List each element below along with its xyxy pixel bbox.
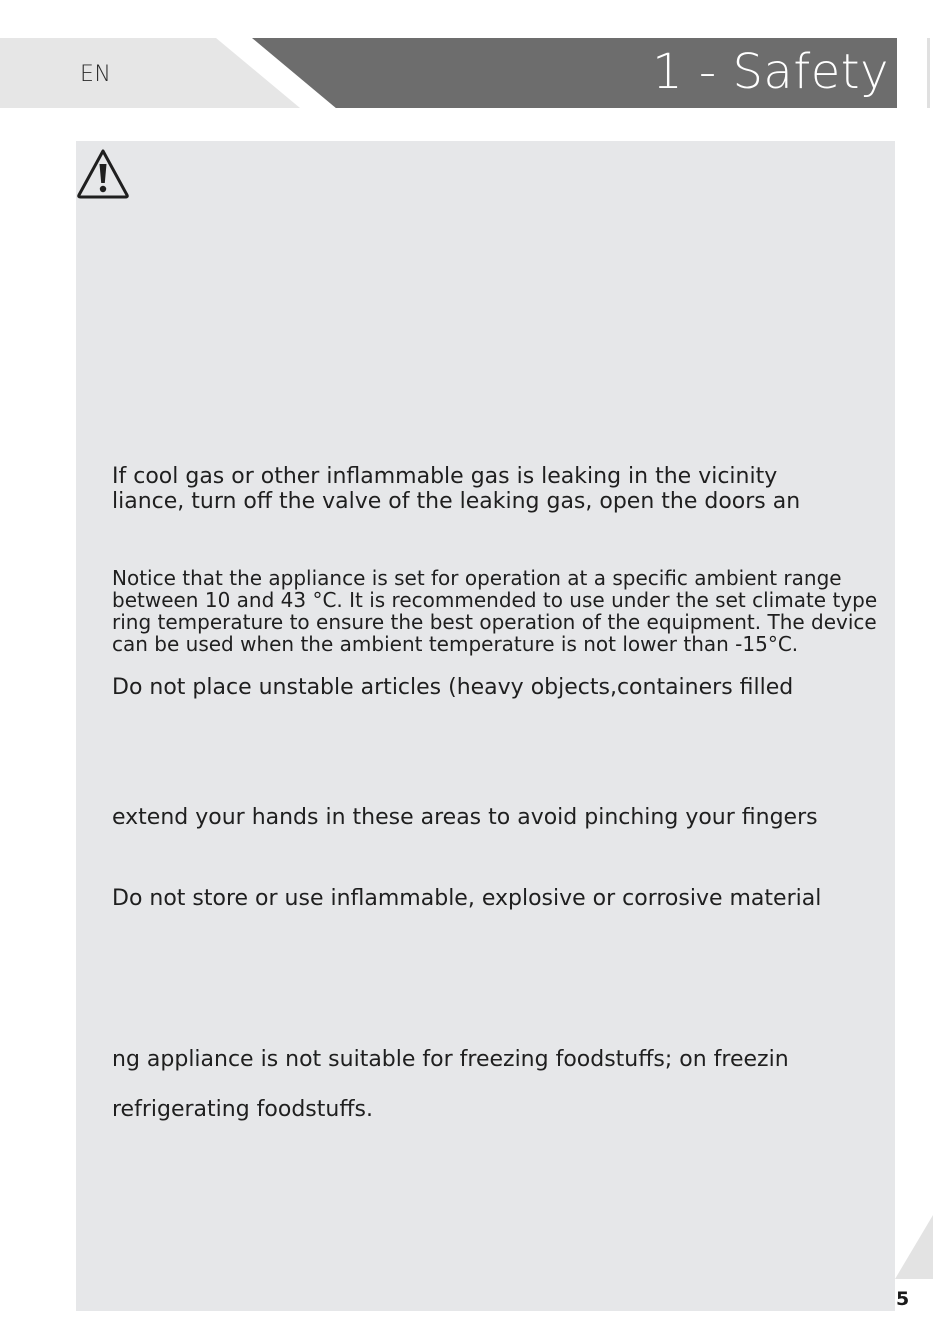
text-line: ring temperature to ensure the best operation of the equipment. The device (112, 610, 877, 634)
text-line: extend your hands in these areas to avoid pinching your fingers (112, 805, 818, 830)
section-title: 1 - Safety (652, 44, 889, 100)
gas-leak-paragraph (112, 464, 800, 514)
pinching-paragraph (112, 805, 818, 830)
ambient-range-paragraph (112, 567, 877, 655)
safety-content-panel (76, 141, 895, 1311)
freezing-paragraph (112, 1047, 789, 1072)
warning-triangle-icon (76, 148, 130, 200)
header-language-tab (0, 38, 300, 108)
text-line: between 10 and 43 °C. It is recommended to use under the set climate type (112, 588, 878, 612)
text-line: ng appliance is not suitable for freezing foodstuffs; on freezin (112, 1047, 789, 1072)
text-line: If cool gas or other inflammable gas is leaking in the vicinity (112, 464, 778, 489)
unstable-articles-paragraph (112, 675, 793, 700)
refrigerating-paragraph (112, 1097, 373, 1122)
page-number: 5 (896, 1288, 910, 1310)
text-line: Do not store or use inflammable, explosive or corrosive material (112, 886, 822, 911)
text-line: Do not place unstable articles (heavy objects,containers filled (112, 675, 794, 700)
page-corner-decoration (895, 1215, 933, 1279)
language-code: EN (80, 62, 112, 87)
text-line: liance, turn off the valve of the leaking gas, open the doors an (112, 489, 801, 514)
inflammable-materials-paragraph (112, 886, 821, 911)
text-line: Notice that the appliance is set for operation at a specific ambient range (112, 566, 842, 590)
text-line: can be used when the ambient temperature is not lower than -15°C. (112, 632, 799, 656)
header-edge-line (927, 38, 930, 108)
text-line: refrigerating foodstuffs. (112, 1097, 373, 1122)
